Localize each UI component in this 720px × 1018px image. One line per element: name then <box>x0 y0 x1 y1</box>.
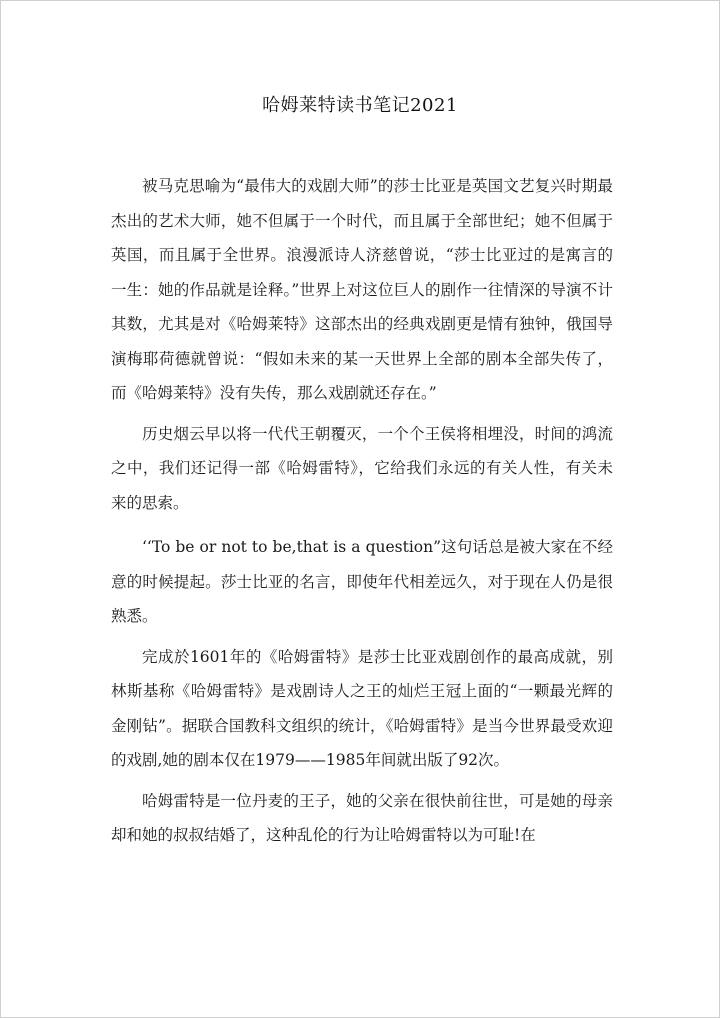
paragraph: 哈姆雷特是一位丹麦的王子，她的父亲在很快前往世，可是她的母亲却和她的叔叔结婚了，这种乱伦的行为让哈姆雷特以为可耻!在 <box>111 791 613 844</box>
paragraph: ‘‘To be or not to be,that is a question”这句话总是被大家在不经意的时候提起。莎士比亚的名言，即使年代相差远久，对于现在人仍是很熟悉。 <box>111 538 613 625</box>
paragraph: 被马克思喻为“最伟大的戏剧大师”的莎士比亚是英国文艺复兴时期最杰出的艺术大师，她不但属于一个时代，而且属于全部世纪；她不但属于英国，而且属于全世界。浪漫派诗人济慈曾说，“莎士比亚过的是寓言的一生：她的作品就是诠释。”世界上对这位巨人的剧作一往情深的导演不计其数，尤其是对《哈姆莱特》这部杰出的经典戏剧更是情有独钟，俄国导演梅耶荷德就曾说：“假如未来的某一天世界上全部的剧本全部失传了，而《哈姆莱特》没有失传，那么戏剧就还存在。” <box>111 177 613 402</box>
document-body <box>111 169 613 859</box>
paragraph: 完成於1601年的《哈姆雷特》是莎士比亚戏剧创作的最高成就，别林斯基称《哈姆雷特》是戏剧诗人之王的灿烂王冠上面的“一颗最光辉的金刚钻”。据联合国教科文组织的统计，《哈姆雷特》是当今世界最受欢迎的戏剧,她的剧本仅在1979——1985年间就出版了92次。 <box>111 647 613 769</box>
paragraph: 历史烟云早以将一代代王朝覆灭，一个个王侯将相埋没，时间的鸿流之中，我们还记得一部《哈姆雷特》，它给我们永远的有关人性，有关未来的思索。 <box>111 424 613 512</box>
document-title: 哈姆莱特读书笔记2021 <box>262 95 458 116</box>
